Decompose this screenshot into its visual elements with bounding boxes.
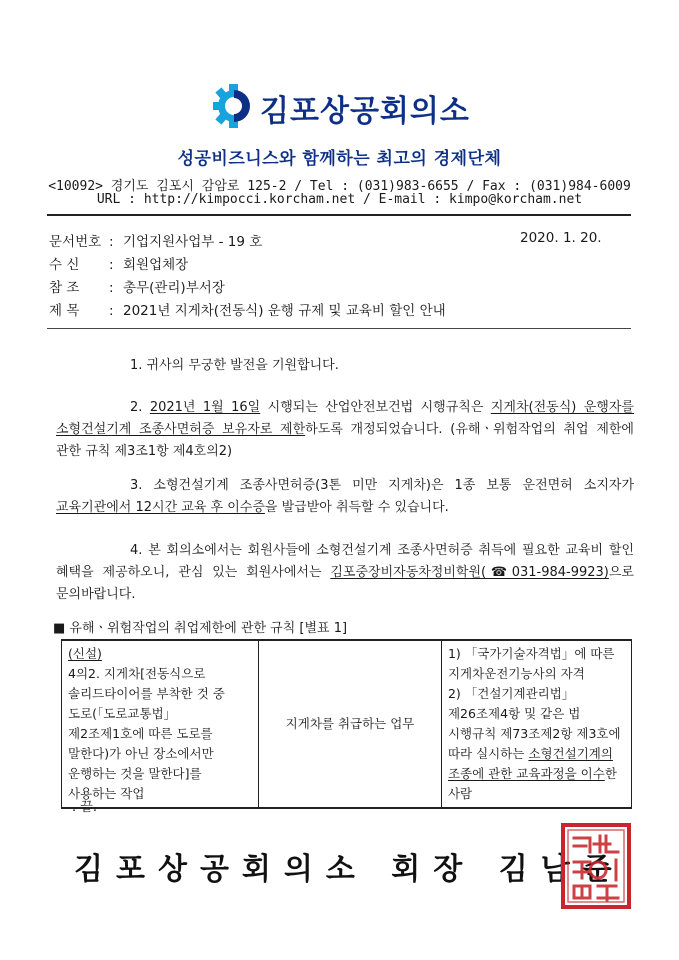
doc-date: 2020. 1. 20. [520, 230, 602, 246]
paragraph-4: 4. 본 회의소에서는 회원사들에 소형건설기계 조종사면허증 취득에 필요한 교육비 할인 혜택을 제공하오니, 관심 있는 회원사에서는 김포중장비자동차정비학원(☎031-984-9923)으로 문의바랍니다. [56, 543, 634, 602]
gear-logo-icon [213, 84, 255, 132]
academy-contact: 김포중장비자동차정비학원(☎031-984-9923) [330, 565, 609, 580]
signature-line: 김포상공회의소 회장 김남준 [74, 852, 625, 887]
recipient-row: 수 신 : 회원업체장 [49, 253, 188, 273]
recipient-value: 회원업체장 [123, 257, 189, 273]
subject-label: 제 목 [49, 303, 80, 319]
subject-row: 제 목 : 2021년 지게차(전동식) 운행 규제 및 교육비 할인 안내 [49, 299, 446, 319]
doc-number-label: 문서번호 [49, 234, 102, 250]
address-line: <10092> 경기도 김포시 감암로 125-2 / Tel : (031)983-6655 / Fax : (031)984-6009 [48, 179, 631, 194]
effective-date: 2021년 1월 16일 [149, 400, 261, 415]
key-regulation: 지게차(전동식) 운행자를 소형건설기계 조종사면허증 보유자로 제한 [56, 400, 634, 437]
contact-line: URL : http://kimpocci.korcham.net / E-mail : kimpo@korcham.net [96, 192, 583, 207]
new-provision-tag: (신설) [68, 646, 102, 661]
doc-number-row: 문서번호 : 기업지원사업부 - 19 호 [49, 230, 262, 250]
header-divider [47, 214, 631, 216]
slogan: 성공비즈니스와 함께하는 최고의 경제단체 [177, 149, 502, 169]
training-requirement: 교육기관에서 12시간 교육 후 이수증 [56, 500, 265, 515]
duty-cell: 지게차를 취급하는 업무 [259, 640, 442, 808]
reference-row: 참 조 : 총무(관리)부서장 [49, 276, 225, 296]
table-title: ■ 유해ㆍ위험작업의 취업제한에 관한 규칙 [별표 1] [53, 621, 348, 636]
qualification-cell: 1) 「국가기술자격법」에 따른 지게차운전기능사의 자격 2) 「건설기계관리법」제26조제4항 및 같은 법 시행규칙 제73조제2항 제3호에 따라 실시하는 소형건설기계의 조종에 관한 교육과정을 이수한 사람 [441, 640, 631, 808]
work-description-cell: (신설) 4의2. 지게차[전동식으로 솔리드타이어를 부착한 것 중 도로(「도로교통법」 제2조제1호에 따른 도로를 말한다)가 아닌 장소에서만 운행하는 것을 말한다]를 사용하는 작업 [62, 640, 259, 808]
paragraph-1: 1. 귀사의 무궁한 발전을 기원합니다. [130, 358, 339, 373]
reference-label: 참 조 [49, 280, 80, 296]
paragraph-3: 3. 소형건설기계 조종사면허증(3톤 미만 지게차)은 1종 보통 운전면허 소지자가 교육기관에서 12시간 교육 후 이수증을 발급받아 취득할 수 있습니다. [56, 478, 634, 515]
table-row [62, 640, 632, 808]
course-completion: 소형건설기계의 조종에 관한 교육과정을 이수 [447, 746, 613, 781]
end-mark: . 끝. [72, 800, 97, 815]
doc-number-value: 기업지원사업부 - 19 호 [123, 234, 263, 250]
paragraph-2: 2. 2021년 1월 16일 시행되는 산업안전보건법 시행규칙은 지게차(전동식) 운행자를 소형건설기계 조종사면허증 보유자로 제한하도록 개정되었습니다. (유해ㆍ위험작업의 취업 제한에 관한 규칙 제3조1항 제4호의2) [56, 400, 634, 459]
reference-value: 총무(관리)부서장 [123, 280, 225, 296]
subject-value: 2021년 지게차(전동식) 운행 규제 및 교육비 할인 안내 [123, 303, 446, 319]
meta-divider [47, 328, 631, 329]
regulation-table [61, 639, 632, 809]
official-seal-icon [560, 822, 632, 914]
recipient-label: 수 신 [49, 257, 80, 273]
organization-name: 김포상공회의소 [260, 94, 470, 129]
